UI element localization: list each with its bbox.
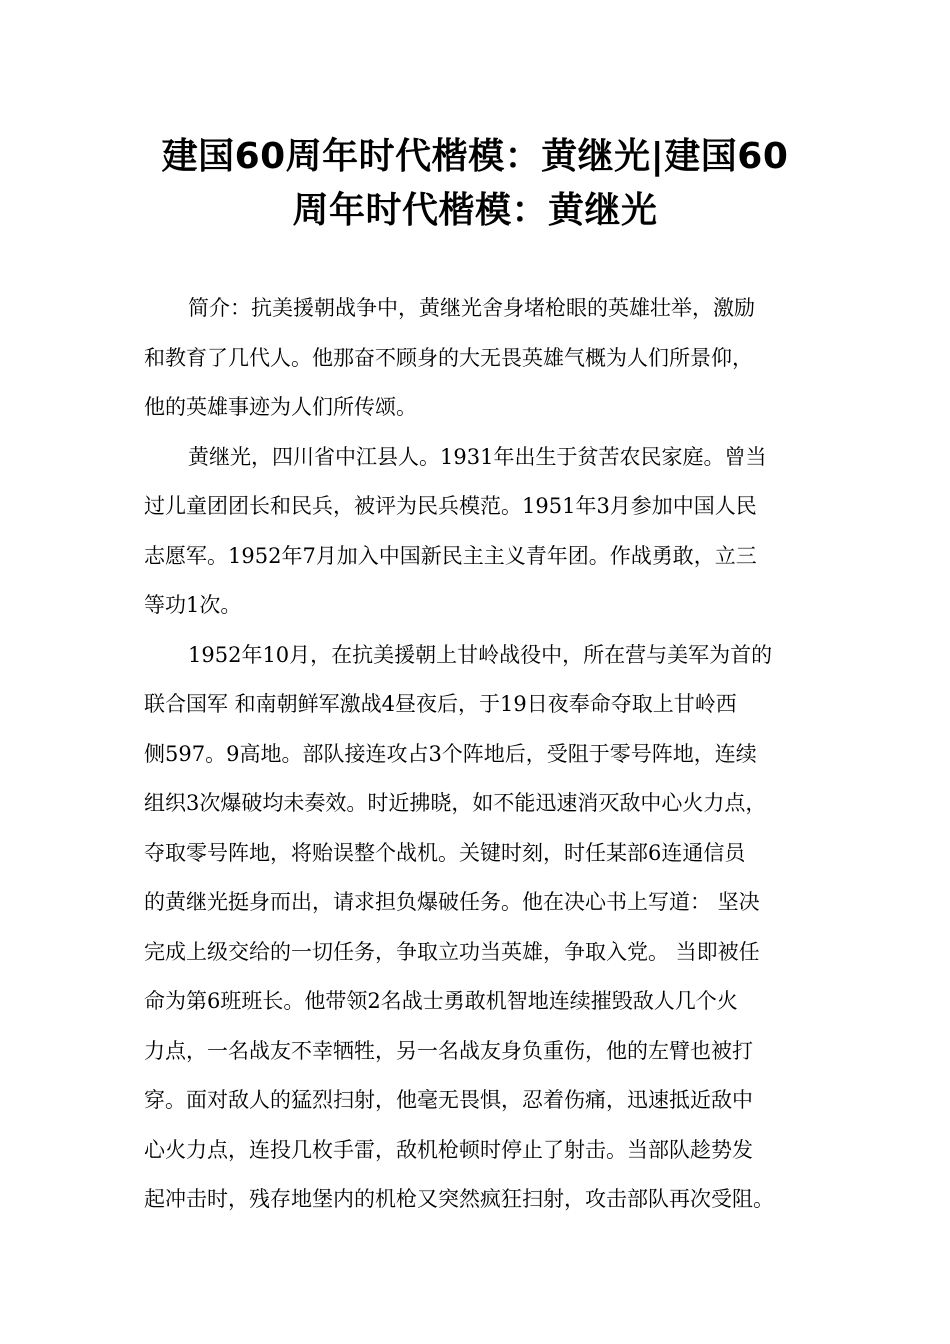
document-body [144, 284, 814, 1225]
text-line: 夺取零号阵地，将贻误整个战机。关键时刻，时任某部6连通信员 [144, 840, 746, 865]
text-line: 简介：抗美援朝战争中，黄继光舍身堵枪眼的英雄壮举，激励 [188, 296, 755, 320]
text-line: 起冲击时，残存地堡内的机枪又突然疯狂扫射，攻击部队再次受阻。 [144, 1187, 774, 1211]
title-line-2: 周年时代楷模：黄继光 [292, 190, 658, 231]
paragraph-biography [144, 433, 814, 631]
text-line: 黄继光，四川省中江县人。1931年出生于贫苦农民家庭。曾当 [188, 444, 767, 469]
text-line: 过儿童团团长和民兵，被评为民兵模范。1951年3月参加中国人民 [144, 494, 757, 518]
title-line-1: 建国60周年时代楷模：黄继光|建国60 [161, 136, 789, 177]
text-line: 他的英雄事迹为人们所传颂。 [144, 395, 417, 419]
paragraph-battle [144, 631, 814, 1225]
text-line: 等功1次。 [144, 593, 242, 617]
text-line: 联合国军 和南朝鲜军激战4昼夜后，于19日夜奉命夺取上甘岭西 [144, 692, 737, 716]
text-line: 和教育了几代人。他那奋不顾身的大无畏英雄气概为人们所景仰， [144, 345, 753, 370]
paragraph-intro [144, 284, 814, 433]
text-line: 侧597。9高地。部队接连攻占3个阵地后，受阻于零号阵地，连续 [144, 741, 757, 766]
text-line: 穿。面对敌人的猛烈扫射，他毫无畏惧，忍着伤痛，迅速抵近敌中 [144, 1088, 753, 1112]
text-line: 心火力点，连投几枚手雷，敌机枪顿时停止了射击。当部队趁势发 [144, 1137, 753, 1162]
text-line: 志愿军。1952年7月加入中国新民主主义青年团。作战勇敢，立三 [144, 543, 757, 568]
text-line: 命为第6班班长。他带领2名战士勇敢机智地连续摧毁敌人几个火 [144, 989, 738, 1013]
text-line: 力点，一名战友不幸牺牲，另一名战友身负重伤，他的左臂也被打 [144, 1038, 753, 1063]
text-line: 完成上级交给的一切任务，争取立功当英雄，争取入党。 当即被任 [144, 939, 760, 964]
text-line: 组织3次爆破均未奏效。时近拂晓，如不能迅速消灭敌中心火力点， [144, 791, 767, 815]
text-line: 的黄继光挺身而出，请求担负爆破任务。他在决心书上写道： 坚决 [144, 890, 760, 914]
document-title [100, 130, 850, 238]
text-line: 1952年10月，在抗美援朝上甘岭战役中，所在营与美军为首的 [188, 642, 773, 667]
